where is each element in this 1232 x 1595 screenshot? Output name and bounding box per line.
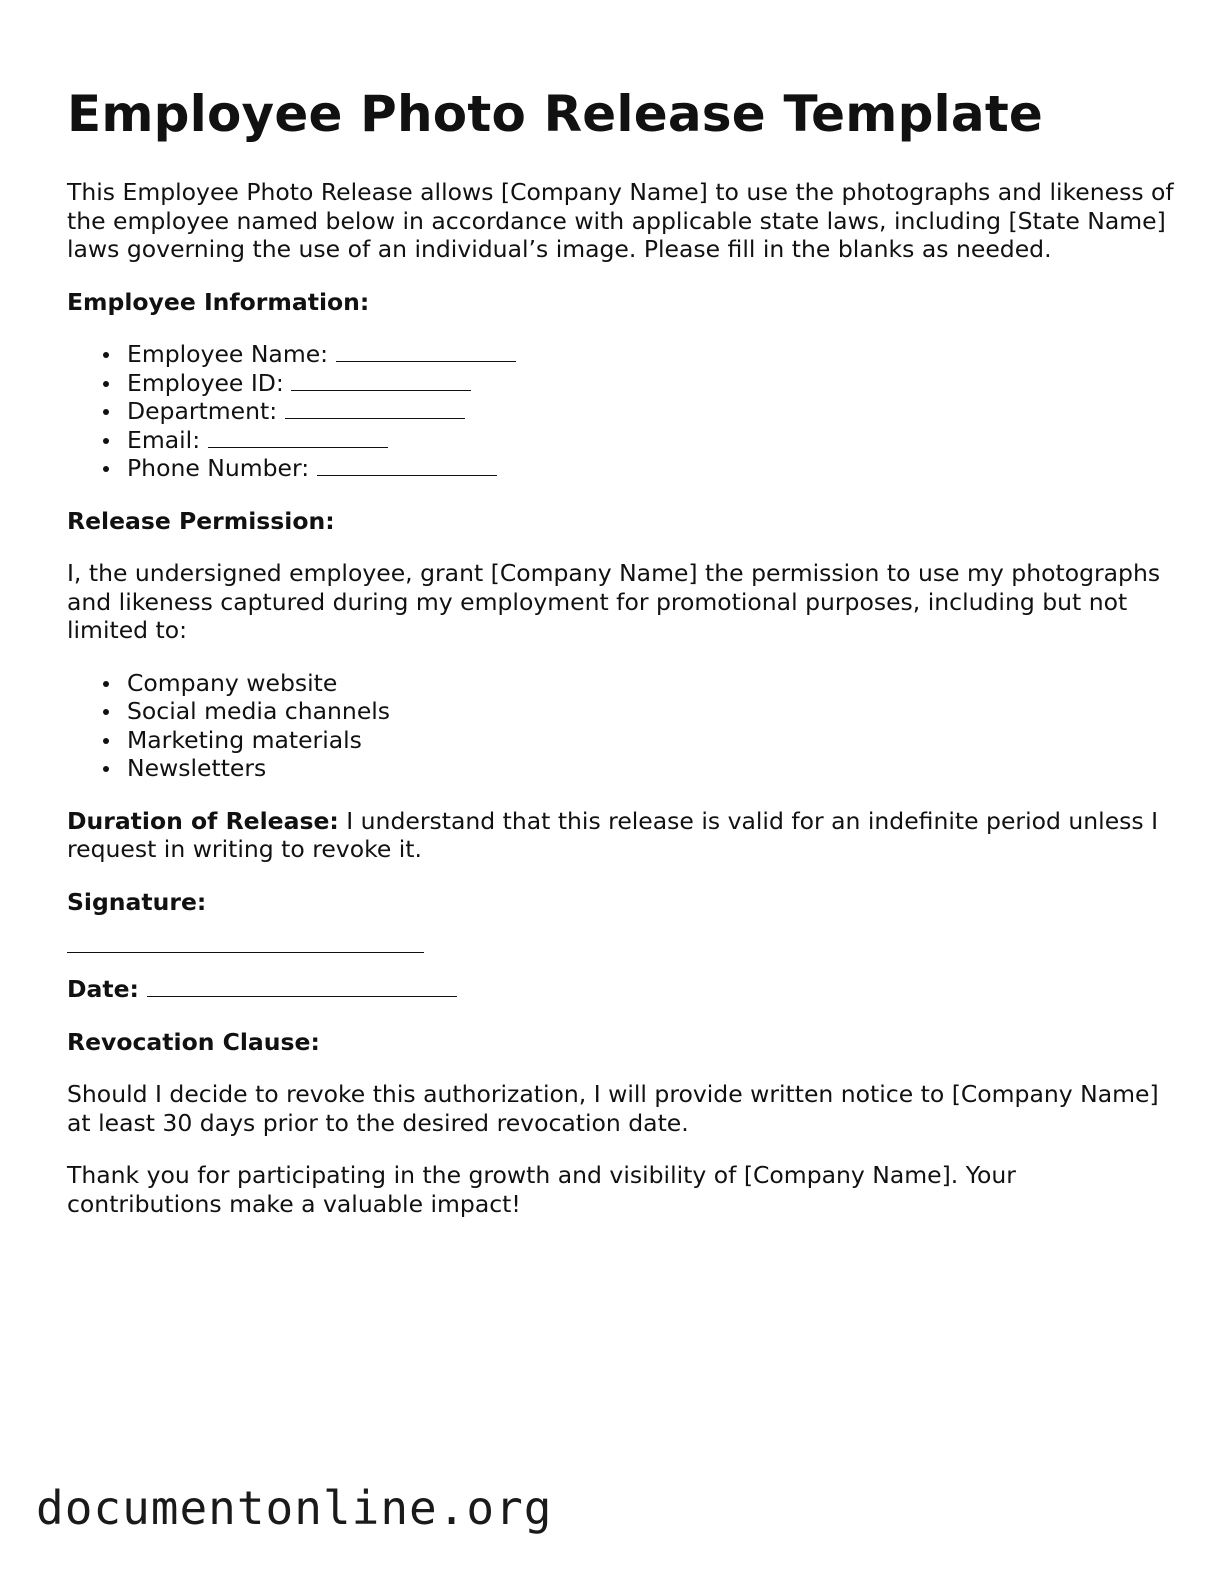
permitted-uses-list [67,669,1177,783]
email-label: Email: [127,425,201,454]
release-permission-paragraph: I, the undersigned employee, grant [Company Name] the permission to use my photographs and likeness captured during my employment for promotional purposes, including but not limited to: [67,559,1161,644]
document-page [67,84,1177,1242]
list-item [127,369,1177,398]
duration-label: Duration of Release: [67,806,339,835]
watermark-logo: documentonline.org [36,1481,553,1535]
email-blank[interactable] [208,427,388,448]
list-item [127,454,1177,483]
employee-name-label: Employee Name: [127,340,329,368]
employee-name-blank[interactable] [336,341,516,362]
list-item: Social media channels [127,697,1177,726]
revocation-paragraph: Should I decide to revoke this authorization, I will provide written notice to [Company Name] at least 30 days prior to the desired revocation date. [67,1080,1159,1137]
employee-id-label: Employee ID: [127,368,284,397]
employee-info-heading: Employee Information: [67,287,370,316]
list-item [127,397,1177,426]
signature-line[interactable] [67,916,424,953]
revocation-heading: Revocation Clause: [67,1027,320,1056]
list-item [127,340,1177,369]
date-blank[interactable] [147,976,457,997]
department-blank[interactable] [285,398,465,419]
date-label: Date: [67,975,139,1003]
list-item: Marketing materials [127,726,1177,755]
duration-text: I understand that this release is valid for an indefinite period unless I request in writing to revoke it. [67,806,1159,863]
signature-heading: Signature: [67,887,207,916]
phone-number-label: Phone Number: [127,454,310,482]
list-item: Company website [127,669,1177,698]
intro-paragraph: This Employee Photo Release allows [Company Name] to use the photographs and likeness of the employee named below in accordance with applicable state laws, including [State Name] laws governing the use of an individual’s image. Please fill in the blanks as needed. [67,178,1174,263]
date-row [67,975,1177,1004]
list-item: Newsletters [127,754,1177,783]
department-label: Department: [127,397,278,425]
employee-info-list [67,340,1177,483]
employee-id-blank[interactable] [291,370,471,391]
phone-number-blank[interactable] [317,455,497,476]
list-item [127,426,1177,455]
release-permission-heading: Release Permission: [67,506,335,535]
closing-paragraph: Thank you for participating in the growth and visibility of [Company Name]. Your contributions make a valuable impact! [67,1161,1016,1218]
page-title: Employee Photo Release Template [67,85,1044,143]
duration-paragraph [67,807,1177,864]
